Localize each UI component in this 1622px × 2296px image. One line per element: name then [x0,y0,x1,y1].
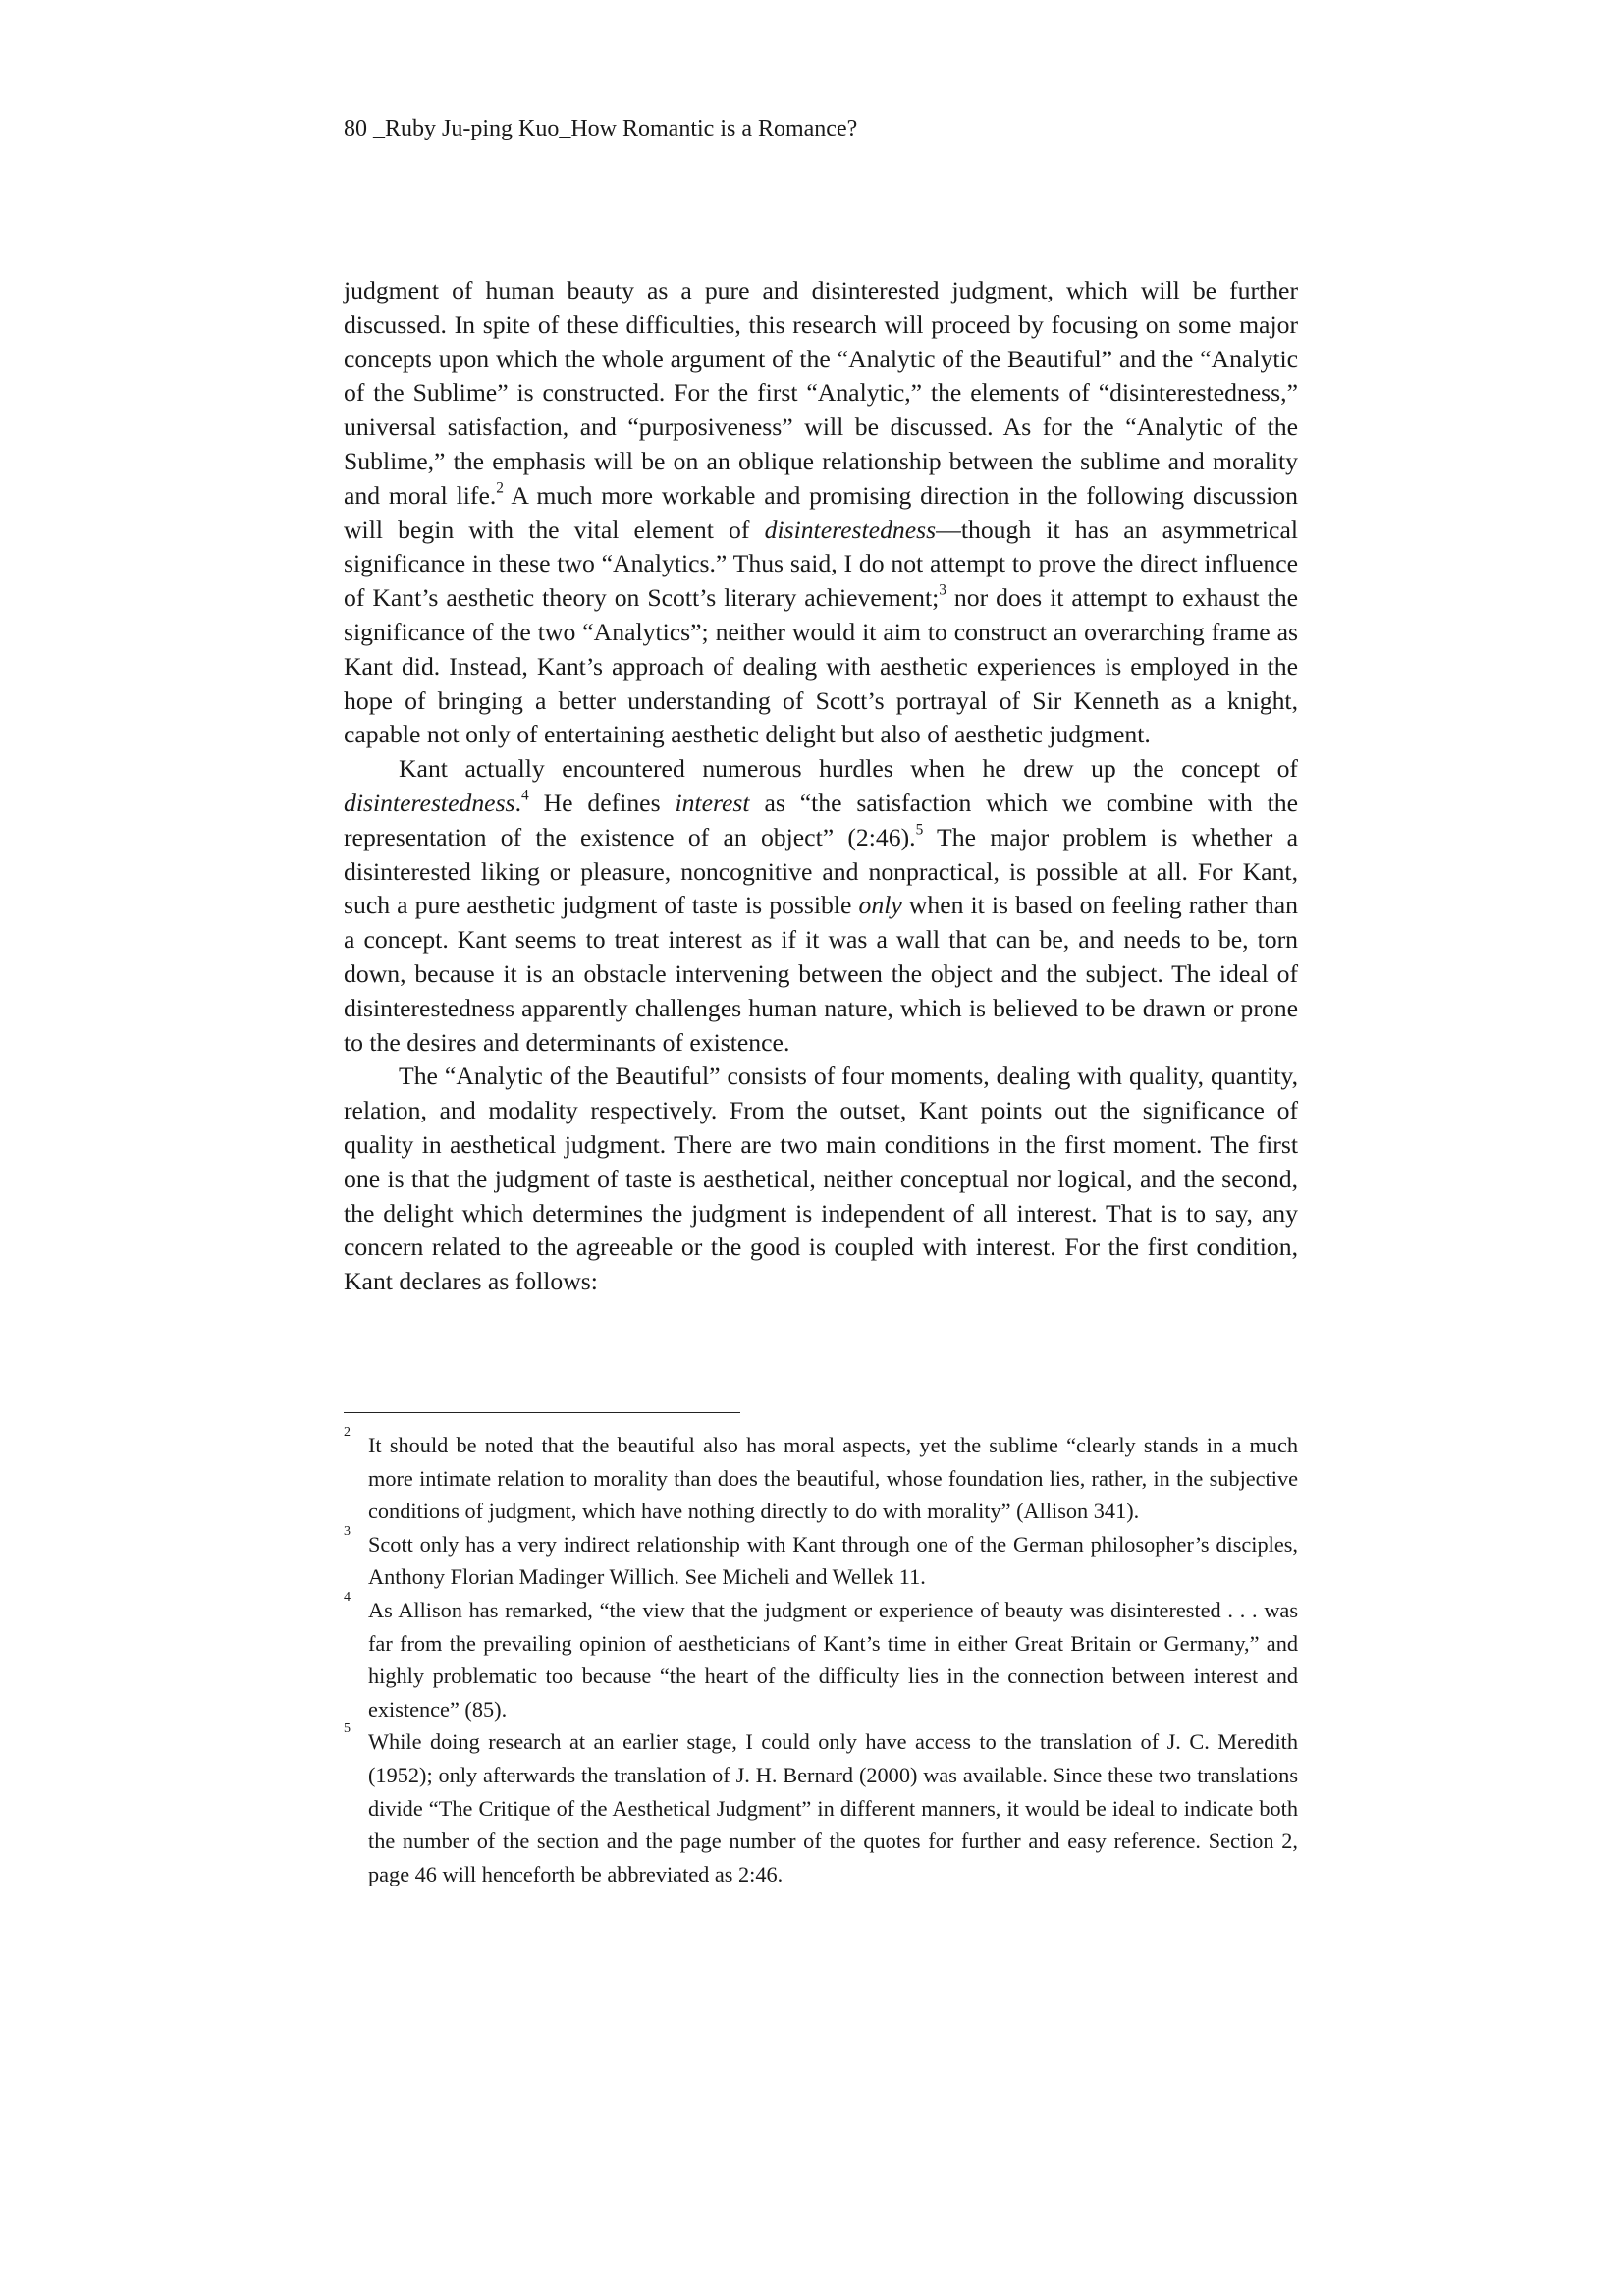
footnote-text: As Allison has remarked, “the view that the judgment or experience of beauty was disinterested . . . was far from the prevailing opinion of aestheticians of Kant’s time in either Great Britain or Germany,” and highly problematic too because “the heart of the difficulty lies in the connection between interest and existence” (85). [368,1597,1298,1722]
text-run: A much more workable and promising direction in the following discussion will begin with the vital element of [344,480,1298,544]
running-head: 80 _Ruby Ju-ping Kuo_How Romantic is a Romance? [344,116,858,141]
footnote-mark: 4 [344,1589,351,1605]
footnote-mark: 2 [344,1425,351,1440]
text-run: The major problem is whether a disinterested liking or pleasure, noncognitive and nonpractical, is possible at all. For Kant, such a pure aesthetic judgment of taste is possible [344,822,1298,920]
footnote-mark: 5 [344,1722,351,1737]
text-run: nor does it attempt to exhaust the significance of the two “Analytics”; neither would it aim to construct an overarching frame as Kant did. Instead, Kant’s approach of dealing with aesthetic experiences is employed in the hope of bringing a better understanding of Scott’s portrayal of Sir Kenneth as a knight, capable not only of entertaining aesthetic delight but also of aesthetic judgment. [344,583,1298,749]
body-text [344,274,1298,1299]
footnote-ref-4[interactable]: 4 [520,787,529,804]
paragraph-2 [344,752,1298,1060]
footnote-ref-5[interactable]: 5 [915,821,924,839]
emphasis: only [858,891,902,920]
footnote-separator [344,1412,740,1413]
footnote-2 [344,1425,1298,1528]
footnote-text: Scott only has a very indirect relationship with Kant through one of the German philosopher’s disciples, Anthony Florian Madinger Willich. See Micheli and Wellek 11. [368,1531,1298,1590]
footnote-5 [344,1722,1298,1890]
emphasis: disinterestedness [764,515,937,544]
paragraph-3: The “Analytic of the Beautiful” consists of four moments, dealing with quality, quantity, relation, and modality respectively. From the outset, Kant points out the significance of quality in aesthetical judgment. There are two main conditions in the first moment. The first one is that the judgment of taste is aesthetical, neither conceptual nor logical, and the second, the delight which determines the judgment is independent of all interest. That is to say, any concern related to the agreeable or the good is coupled with interest. For the first condition, Kant declares as follows: [344,1062,1298,1296]
emphasis: interest [675,788,750,817]
text-run: when it is based on feeling rather than a concept. Kant seems to treat interest as if it was a wall that can be, and needs to be, torn down, because it is an obstacle intervening between the object and the subject. The ideal of disinterestedness apparently challenges human nature, which is believed to be drawn or prone to the desires and determinants of existence. [344,891,1298,1057]
text-run: He defines [528,788,676,817]
emphasis: disinterestedness [344,788,515,817]
text-run: as “the satisfaction which we combine with the representation of the existence of an object” (2:46). [344,788,1298,851]
text-run: Kant actually encountered numerous hurdles when he drew up the concept of [399,754,1298,784]
footnote-3 [344,1523,1298,1594]
footnote-ref-3[interactable]: 3 [939,581,946,599]
footnote-ref-2[interactable]: 2 [496,479,504,497]
text-run: —though it has an asymmetrical significance in these two “Analytics.” Thus said, I do not attempt to prove the direct influence of Kant’s aesthetic theory on Scott’s literary achievement; [344,515,1298,613]
paragraph-1 [344,274,1298,752]
footnote-4 [344,1589,1298,1725]
text-run: . [514,788,521,817]
footnote-text: It should be noted that the beautiful also has moral aspects, yet the sublime “clearly stands in a much more intimate relation to morality than does the beautiful, whose foundation lies, rather, in the subjective conditions of judgment, which have nothing directly to do with morality” (Allison 341). [368,1433,1298,1524]
footnote-mark: 3 [344,1523,351,1539]
footnotes [344,1425,1298,1890]
footnote-text: While doing research at an earlier stage, I could only have access to the translation of J. C. Meredith (1952); only afterwards the translation of J. H. Bernard (2000) was available. Since these two translations divide “The Critique of the Aesthetical Judgment” in different manners, it would be ideal to indicate both the number of the section and the page number of the quotes for further and easy reference. Section 2, page 46 will henceforth be abbreviated as 2:46. [368,1729,1298,1886]
text-run: judgment of human beauty as a pure and disinterested judgment, which will be further discussed. In spite of these difficulties, this research will proceed by focusing on some major concepts upon which the whole argument of the “Analytic of the Beautiful” and the “Analytic of the Sublime” is constructed. For the first “Analytic,” the elements of “disinterestedness,” universal satisfaction, and “purposiveness” will be discussed. As for the “Analytic of the Sublime,” the emphasis will be on an oblique relationship between the sublime and morality and moral life. [344,276,1298,510]
